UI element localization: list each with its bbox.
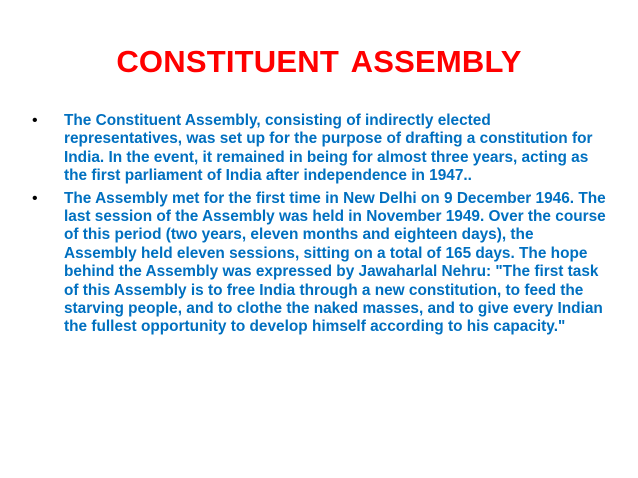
bullet-item (32, 112, 608, 186)
bullet-text: The Assembly met for the first time in New Delhi on 9 December 1946. The last session of the Assembly was held in November 1949. Over the course of this period (two years, eleven months and eighteen days), the Assembly held eleven sessions, sitting on a total of 165 days. The hope behind the Assembly was expressed by Jawaharlal Nehru: "The first task of this Assembly is to free India through a new constitution, to feed the starving people, and to clothe the naked masses, and to give every Indian the fullest opportunity to develop himself according to his capacity." (64, 189, 606, 336)
bullet-text: The Constituent Assembly, consisting of indirectly elected representatives, was set up for the purpose of drafting a constitution for India. In the event, it remained in being for almost three years, acting as the first parliament of India after independence in 1947.. (64, 112, 593, 185)
slide-title: CONSTITUENT ASSEMBLY (116, 44, 522, 79)
bullet-item (32, 190, 608, 337)
bullet-list (32, 112, 608, 341)
bullet-dot-icon: • (32, 189, 38, 207)
bullet-dot-icon: • (32, 112, 38, 129)
